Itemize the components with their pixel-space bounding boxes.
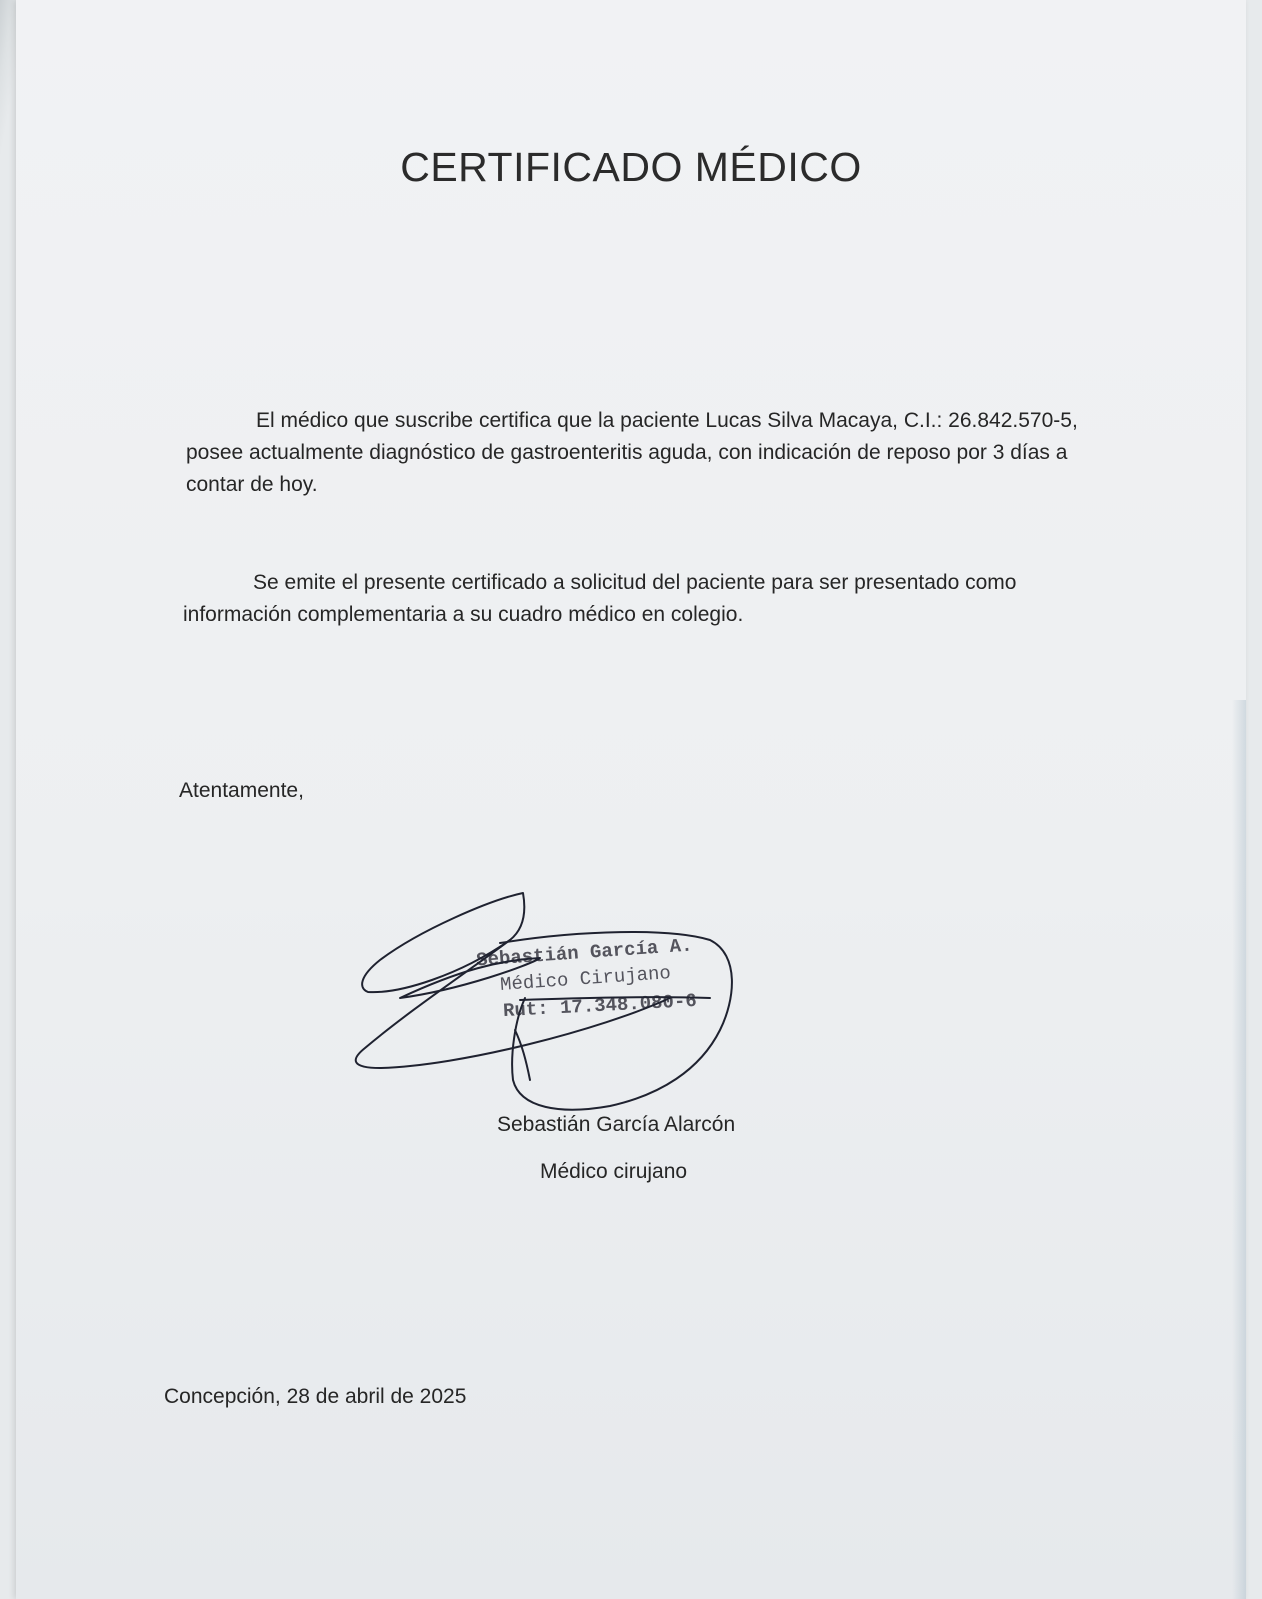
closing-text: Atentamente, bbox=[179, 779, 304, 802]
handwritten-signature bbox=[340, 880, 760, 1120]
stamp-line-rut: Rut: 17.348.080-6 bbox=[502, 989, 698, 1023]
signer-title: Médico cirujano bbox=[540, 1160, 688, 1183]
place-and-date: Concepción, 28 de abril de 2025 bbox=[164, 1385, 467, 1408]
body-paragraph-2-text: Se emite el presente certificado a solicitud del paciente para ser presentado como información complementaria a su cuadro médico en colegio. bbox=[183, 571, 1017, 626]
stamp-line-title: Médico Cirujano bbox=[499, 962, 672, 996]
signer-name: Sebastián García Alarcón bbox=[497, 1113, 736, 1136]
sheet-shadow bbox=[1232, 700, 1246, 1599]
body-paragraph-1 bbox=[186, 405, 1086, 501]
document-title: CERTIFICADO MÉDICO bbox=[400, 144, 862, 190]
stamp-line-name: Sebastián García A. bbox=[475, 934, 694, 972]
body-paragraph-2 bbox=[183, 567, 1083, 631]
body-paragraph-1-text: El médico que suscribe certifica que la paciente Lucas Silva Macaya, C.I.: 26.842.570-5, posee actualmente diagnóstico de gastroenteritis aguda, con indicación de reposo por 3 días a contar de hoy. bbox=[186, 409, 1078, 496]
